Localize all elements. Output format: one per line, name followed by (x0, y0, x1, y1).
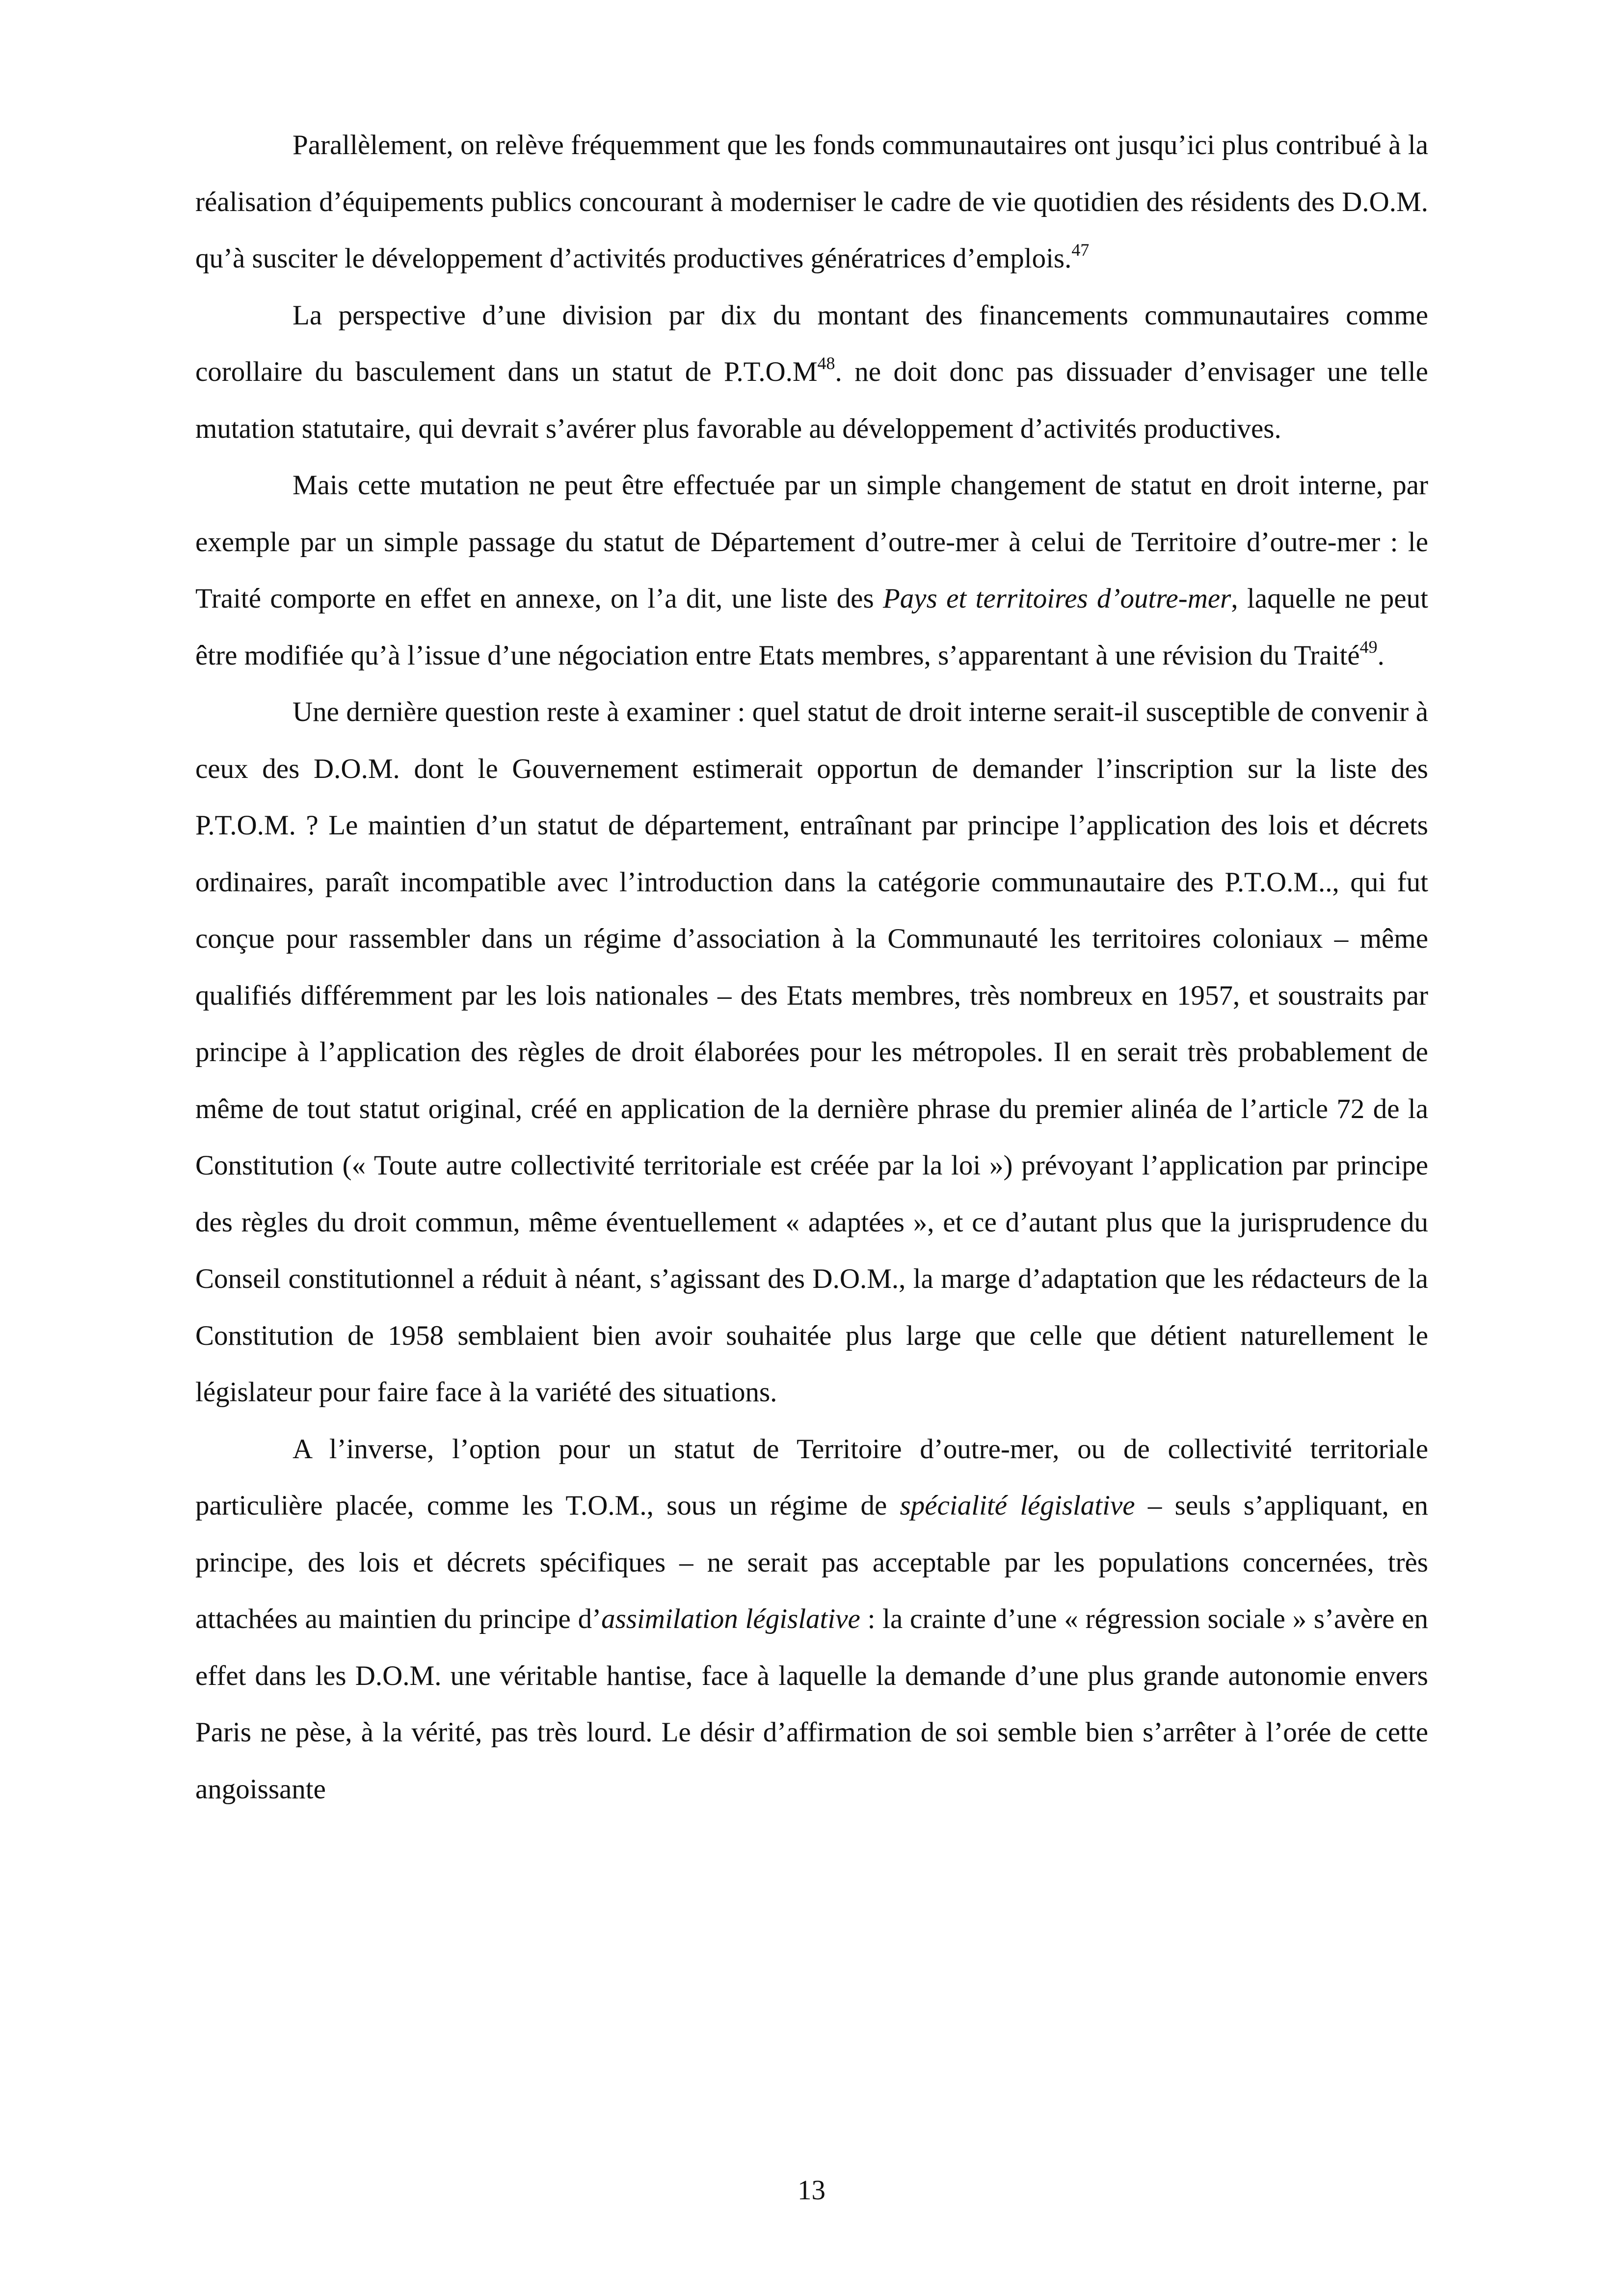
paragraph (195, 117, 1428, 287)
italic-text: spécialité législative (900, 1490, 1135, 1521)
paragraph (195, 457, 1428, 684)
footnote-ref: 47 (1071, 240, 1090, 260)
text-run: . ne doit donc pas dissuader d’envisager une telle mutation statutaire, qui devrait s’avérer plus favorable au développement d’activités productives. (195, 356, 1428, 444)
text-run: Une dernière question reste à examiner : quel statut de droit interne serait-il susceptible de convenir à ceux des D.O.M. dont le Gouvernement estimerait opportun de demander l’inscription sur la liste des P.T.O.M. ? Le maintien d’un statut de département, entraînant par principe l’application des lois et décrets ordinaires, paraît incompatible avec l’introduction dans la catégorie communautaire des P.T.O.M.., qui fut conçue pour rassembler dans un régime d’association à la Communauté les territoires coloniaux – même qualifiés différemment par les lois nationales – des Etats membres, très nombreux en 1957, et soustraits par principe à l’application des règles de droit élaborées pour les métropoles. Il en serait très probablement de même de tout statut original, créé en application de la dernière phrase du premier alinéa de l’article 72 de la Constitution (« Toute autre collectivité territoriale est créée par la loi ») prévoyant l’application par principe des règles du droit commun, même éventuellement « adaptées », et ce d’autant plus que la jurisprudence du Conseil constitutionnel a réduit à néant, s’agissant des D.O.M., la marge d’adaptation que les rédacteurs de la Constitution de 1958 semblaient bien avoir souhaitée plus large que celle que détient naturellement le législateur pour faire face à la variété des situations. (195, 696, 1428, 1408)
text-run: Mais cette mutation ne peut être effectuée par un simple changement de statut en droit interne, par exemple par un simple passage du statut de Département d’outre-mer à celui de Territoire d’outre-mer : le Traité comporte en effet en annexe, on l’a dit, une liste des (195, 470, 1428, 614)
text-run: , laquelle ne peut être modifiée qu’à l’issue d’une négociation entre Etats membres, s’apparentant à une révision du Traité (195, 583, 1429, 671)
italic-text: assimilation législative (601, 1603, 860, 1634)
text-run: – seuls s’appliquant, en principe, des lois et décrets spécifiques – ne serait pas acceptable par les populations concernées, très attachées au maintien du principe d’ (195, 1490, 1428, 1634)
paragraph (195, 684, 1428, 1421)
text-run: : la crainte d’une « régression sociale » s’avère en effet dans les D.O.M. une véritable hantise, face à laquelle la demande d’une plus grande autonomie envers Paris ne pèse, à la vérité, pas très lourd. Le désir d’affirmation de soi semble bien s’arrêter à l’orée de cette angoissante (195, 1603, 1428, 1805)
text-run: A l’inverse, l’option pour un statut de Territoire d’outre-mer, ou de collectivité territoriale particulière placée, comme les T.O.M., sous un régime de (195, 1433, 1428, 1521)
text-run: La perspective d’une division par dix du montant des financements communautaires comme corollaire du basculement dans un statut de P.T.O.M (195, 299, 1428, 387)
text-run: Parallèlement, on relève fréquemment que les fonds communautaires ont jusqu’ici plus contribué à la réalisation d’équipements publics concourant à moderniser le cadre de vie quotidien des résidents des D.O.M. qu’à susciter le développement d’activités productives génératrices d’emplois. (195, 130, 1428, 274)
footnote-ref: 48 (817, 353, 835, 373)
footnote-ref: 49 (1359, 637, 1378, 657)
page-number: 13 (798, 2175, 825, 2206)
text-run: . (1377, 640, 1384, 671)
paragraph (195, 1421, 1428, 1818)
body-text (195, 117, 1428, 1817)
paragraph (195, 287, 1428, 457)
italic-text: Pays et territoires d’outre-mer (882, 583, 1231, 614)
